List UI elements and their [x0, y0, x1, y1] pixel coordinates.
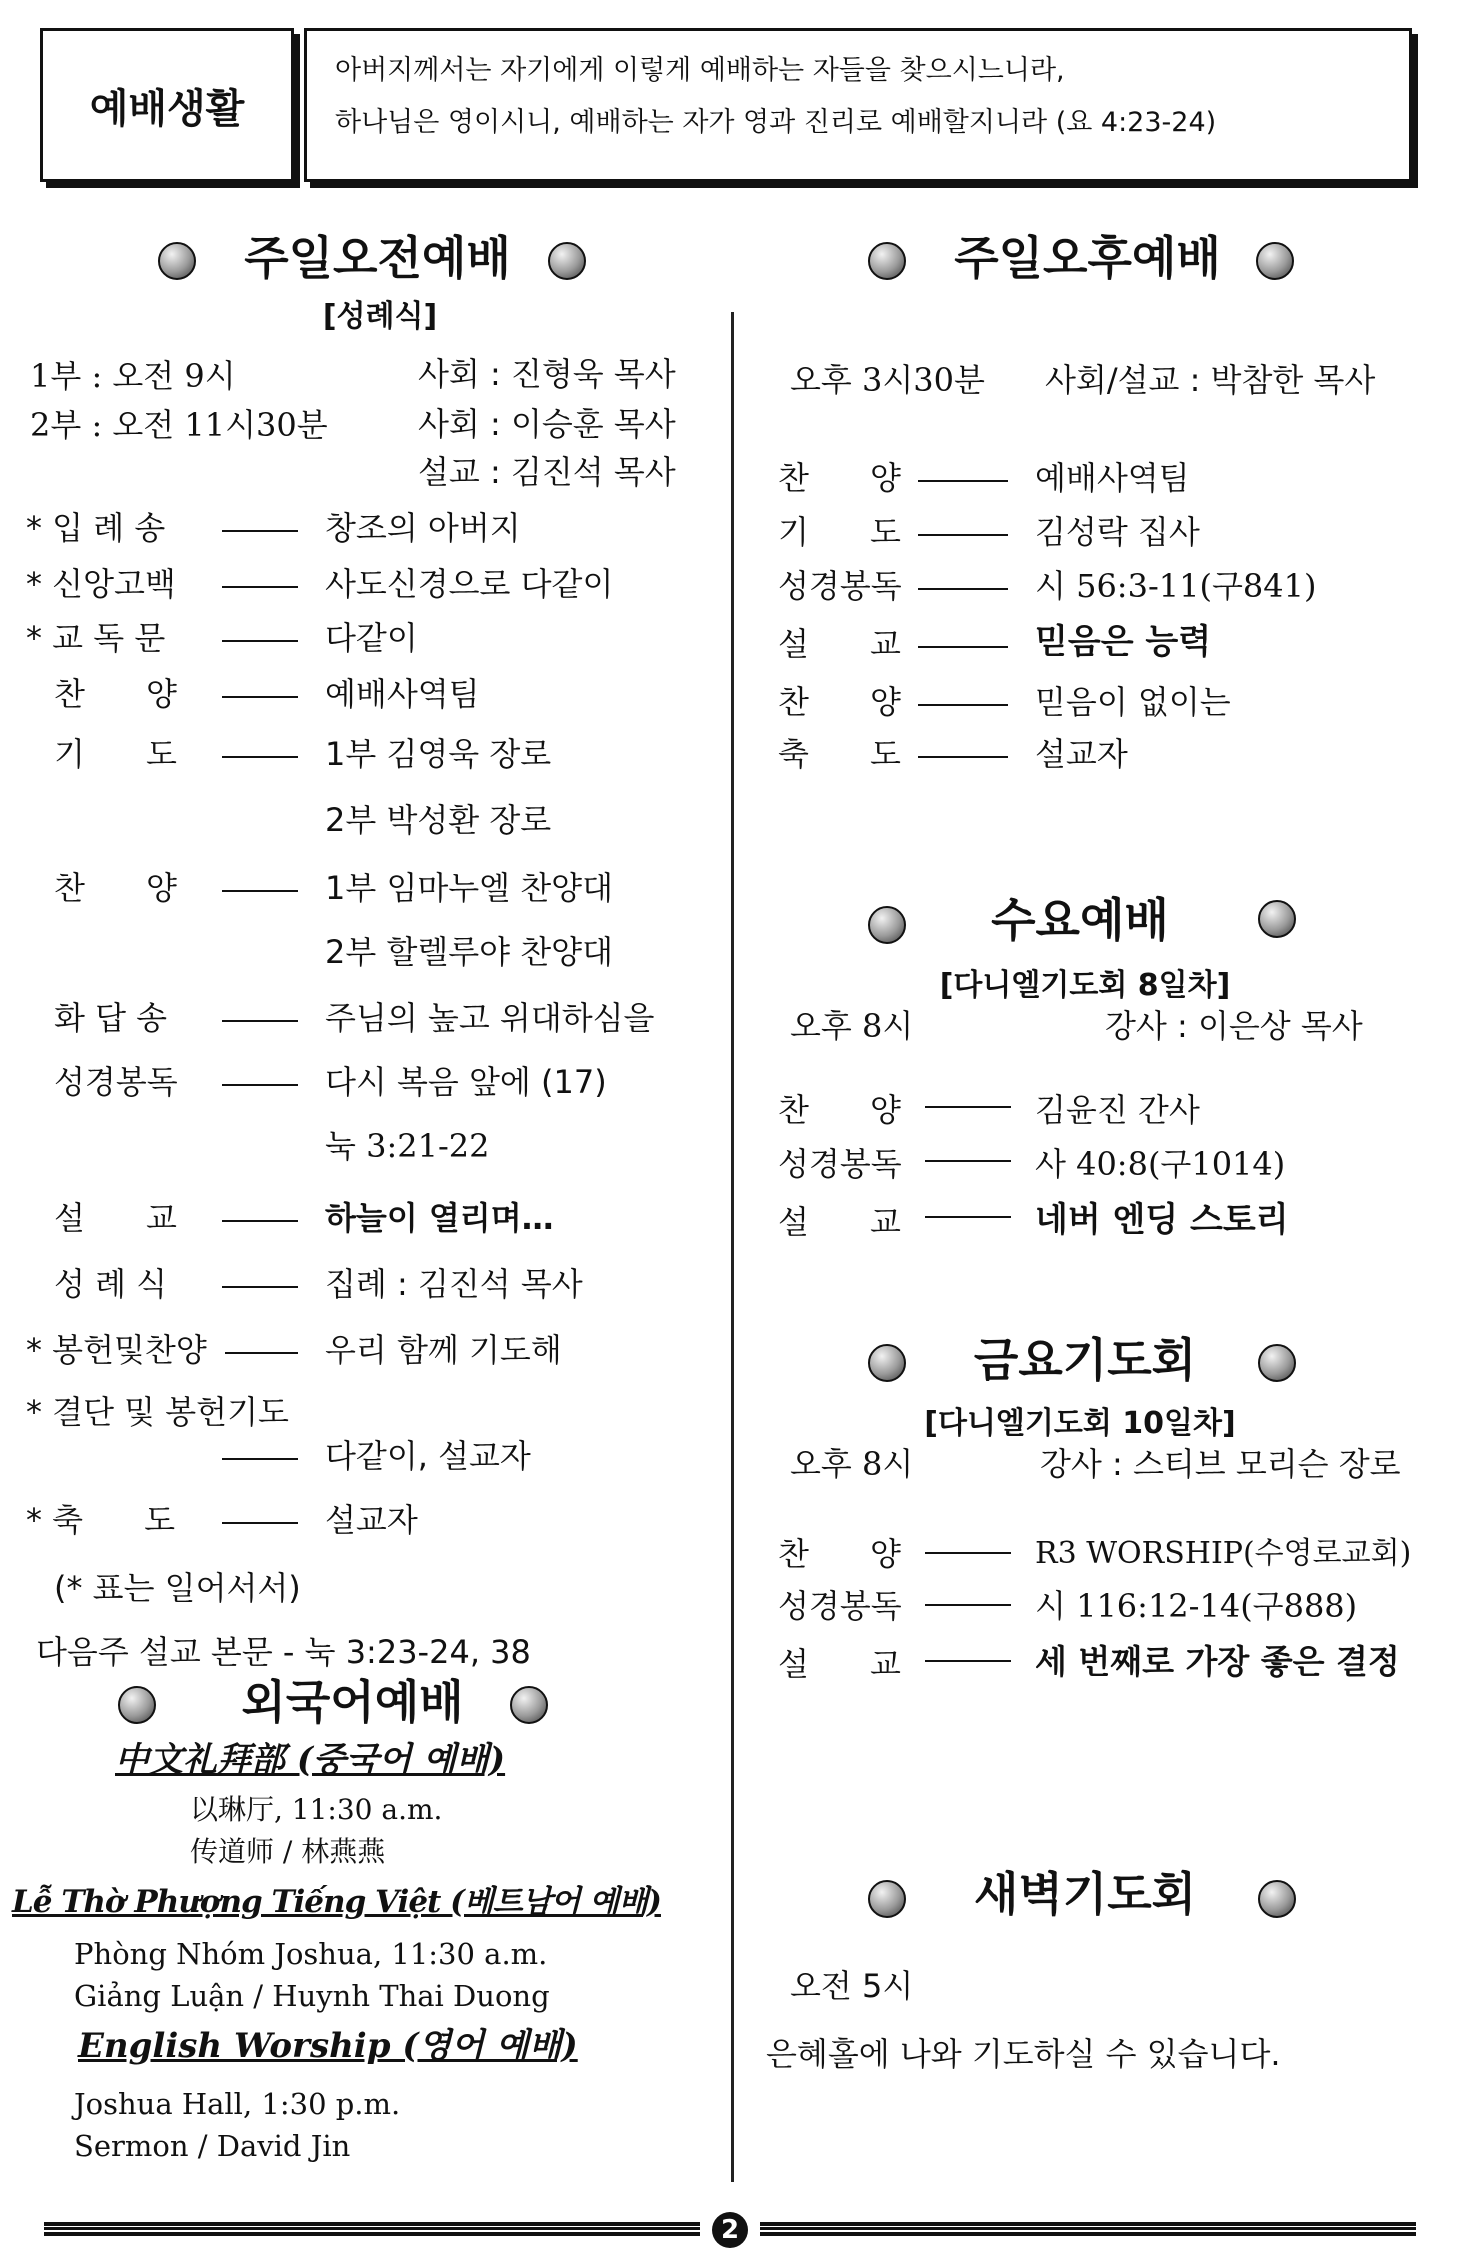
leader-dash [925, 1216, 1011, 1218]
footer-rule-right [760, 2222, 1416, 2236]
order-value-2: 2부 박성환 장로 [325, 801, 552, 839]
order-value: 김성락 집사 [1035, 513, 1200, 551]
sermon-title: 네버 엔딩 스토리 [1035, 1200, 1289, 1240]
sermon-title: 세 번째로 가장 좋은 결정 [1035, 1642, 1400, 1681]
order-label: 찬 양 [778, 1535, 901, 1573]
order-label: 성 례 식 [54, 1265, 168, 1303]
wednesday-speaker: 강사 : 이은상 목사 [1105, 1007, 1363, 1045]
verse-text [307, 31, 1409, 149]
wednesday-time: 오후 8시 [790, 1007, 914, 1045]
order-label: 기 도 [778, 513, 901, 551]
order-label: 찬 양 [778, 459, 901, 497]
order-value: 다같이 [325, 619, 418, 657]
dawn-title: 새벽기도회 [973, 1867, 1197, 1921]
english-service-title: English Worship (영어 예배) [78, 2026, 578, 2066]
leader-dash [925, 1604, 1011, 1606]
service-time-1: 1부 : 오전 9시 [30, 357, 236, 395]
order-value-2: 눅 3:21-22 [325, 1127, 490, 1165]
order-value: 1부 임마누엘 찬양대 [325, 869, 613, 907]
page-number: 2 [712, 2212, 748, 2248]
order-value: 예배사역팀 [1035, 459, 1190, 497]
leader-dash [925, 1552, 1011, 1554]
verse-line-1: 아버지께서는 자기에게 이렇게 예배하는 자들을 찾으시느니라, [335, 55, 1065, 86]
order-value: 설교자 [1035, 735, 1128, 773]
vietnamese-location: Phòng Nhóm Joshua, 11:30 a.m. [74, 1937, 548, 1971]
leader-dash [222, 586, 298, 588]
order-value: 1부 김영욱 장로 [325, 735, 552, 773]
leader-dash [222, 1020, 298, 1022]
leader-dash [925, 1106, 1011, 1108]
order-label: * 입 례 송 [26, 509, 166, 547]
order-label: 화 답 송 [54, 999, 168, 1037]
foreign-title: 외국어예배 [241, 1675, 464, 1729]
host-1: 사회 : 진형욱 목사 [418, 355, 676, 393]
order-label: 찬 양 [54, 869, 177, 907]
chinese-preacher: 传道师 / 林燕燕 [190, 1835, 386, 1868]
order-label: 찬 양 [778, 1091, 901, 1129]
bullet-icon [158, 242, 196, 280]
leader-dash [918, 480, 1008, 482]
order-value: 사도신경으로 다같이 [325, 565, 614, 603]
leader-dash [222, 1286, 298, 1288]
dawn-time: 오전 5시 [790, 1967, 914, 2005]
order-label: 찬 양 [778, 683, 901, 721]
order-label: 축 도 [778, 735, 901, 773]
order-label: * 결단 및 봉헌기도 [26, 1393, 289, 1431]
order-label: 기 도 [54, 735, 177, 773]
sermon-title: 하늘이 열리며… [325, 1199, 554, 1237]
verse-line-2: 하나님은 영이시니, 예배하는 자가 영과 진리로 예배할지니라 (요 4:23-24) [335, 107, 1217, 138]
order-value: 예배사역팀 [325, 675, 480, 713]
friday-time: 오후 8시 [790, 1445, 914, 1483]
footer-rule-left [44, 2222, 700, 2236]
bullet-icon [868, 1880, 906, 1918]
order-label: 설 교 [778, 1645, 901, 1683]
order-label: 설 교 [778, 625, 901, 663]
friday-title: 금요기도회 [973, 1333, 1197, 1387]
order-label: 성경봉독 [778, 1145, 902, 1183]
vietnamese-service-title: Lễ Thờ Phượng Tiếng Việt (베트남어 예배) [12, 1884, 661, 1920]
leader-dash [918, 704, 1008, 706]
order-label: 성경봉독 [54, 1063, 178, 1101]
order-value: 믿음이 없이는 [1035, 683, 1231, 721]
verse-box [304, 28, 1412, 182]
leader-dash [222, 890, 298, 892]
order-value: 다시 복음 앞에 (17) [325, 1063, 607, 1101]
leader-dash [225, 1352, 298, 1354]
bullet-icon [868, 242, 906, 280]
order-label: 설 교 [54, 1199, 177, 1237]
leader-dash [222, 640, 298, 642]
morning-title: 주일오전예배 [244, 231, 511, 285]
order-value: 사 40:8(구1014) [1035, 1145, 1286, 1183]
afternoon-time: 오후 3시30분 [790, 361, 985, 399]
bullet-icon [1258, 1344, 1296, 1382]
order-value: 다같이, 설교자 [325, 1437, 531, 1475]
order-value: 시 56:3-11(구841) [1035, 567, 1317, 605]
preacher: 설교 : 김진석 목사 [418, 453, 676, 491]
sermon-title: 믿음은 능력 [1035, 622, 1212, 662]
dawn-note: 은혜홀에 나와 기도하실 수 있습니다. [766, 2035, 1281, 2073]
leader-dash [925, 1160, 1011, 1162]
afternoon-title: 주일오후예배 [954, 231, 1221, 285]
bullet-icon [868, 1344, 906, 1382]
wednesday-title: 수요예배 [991, 893, 1169, 947]
order-value: 집례 : 김진석 목사 [325, 1265, 583, 1303]
service-time-2: 2부 : 오전 11시30분 [30, 406, 328, 444]
leader-dash [222, 1522, 298, 1524]
host-2: 사회 : 이승훈 목사 [418, 405, 676, 443]
order-value: 주님의 높고 위대하심을 [325, 999, 655, 1037]
order-label: 성경봉독 [778, 1587, 902, 1625]
morning-subtitle: [성례식] [322, 299, 438, 334]
order-label: * 교 독 문 [26, 619, 166, 657]
friday-speaker: 강사 : 스티브 모리슨 장로 [1040, 1445, 1401, 1483]
column-divider [731, 312, 734, 2182]
friday-subtitle: [다니엘기도회 10일차] [924, 1406, 1236, 1441]
bullet-icon [118, 1686, 156, 1724]
afternoon-host: 사회/설교 : 박참한 목사 [1045, 361, 1376, 399]
order-label: * 축 도 [26, 1501, 176, 1539]
leader-dash [918, 646, 1008, 648]
section-label: 예배생활 [89, 85, 245, 132]
leader-dash [222, 1220, 298, 1222]
order-value: 설교자 [325, 1501, 418, 1539]
leader-dash [918, 588, 1008, 590]
order-label: 찬 양 [54, 675, 177, 713]
order-value: R3 WORSHIP(수영로교회) [1035, 1536, 1412, 1571]
bullet-icon [1258, 1880, 1296, 1918]
leader-dash [222, 1458, 298, 1460]
leader-dash [222, 756, 298, 758]
leader-dash [918, 534, 1008, 536]
order-value: 우리 함께 기도해 [325, 1331, 562, 1369]
leader-dash [918, 756, 1008, 758]
section-label-box [40, 28, 294, 182]
bullet-icon [548, 242, 586, 280]
english-preacher: Sermon / David Jin [74, 2129, 351, 2163]
bullet-icon [868, 906, 906, 944]
leader-dash [925, 1660, 1011, 1662]
english-location: Joshua Hall, 1:30 p.m. [74, 2087, 401, 2121]
order-value: 시 116:12-14(구888) [1035, 1587, 1358, 1625]
leader-dash [222, 1084, 298, 1086]
order-value: 김윤진 간사 [1035, 1091, 1200, 1129]
bullet-icon [510, 1686, 548, 1724]
chinese-service-title: 中文礼拜部 (중국어 예배) [115, 1740, 506, 1780]
order-label: 성경봉독 [778, 567, 902, 605]
order-value: 창조의 아버지 [325, 509, 521, 547]
leader-dash [222, 696, 298, 698]
wednesday-subtitle: [다니엘기도회 8일차] [939, 968, 1231, 1003]
bullet-icon [1256, 242, 1294, 280]
chinese-location: 以琳厅, 11:30 a.m. [190, 1793, 443, 1826]
leader-dash [222, 530, 298, 532]
standing-note: (* 표는 일어서서) [54, 1569, 301, 1607]
order-label: 설 교 [778, 1203, 901, 1241]
order-label: * 신앙고백 [26, 565, 176, 603]
order-label: * 봉헌및찬양 [26, 1331, 207, 1369]
order-value-2: 2부 할렐루야 찬양대 [325, 933, 613, 971]
next-sermon: 다음주 설교 본문 - 눅 3:23-24, 38 [36, 1633, 531, 1671]
vietnamese-preacher: Giảng Luận / Huynh Thai Duong [74, 1979, 550, 2013]
bullet-icon [1258, 900, 1296, 938]
